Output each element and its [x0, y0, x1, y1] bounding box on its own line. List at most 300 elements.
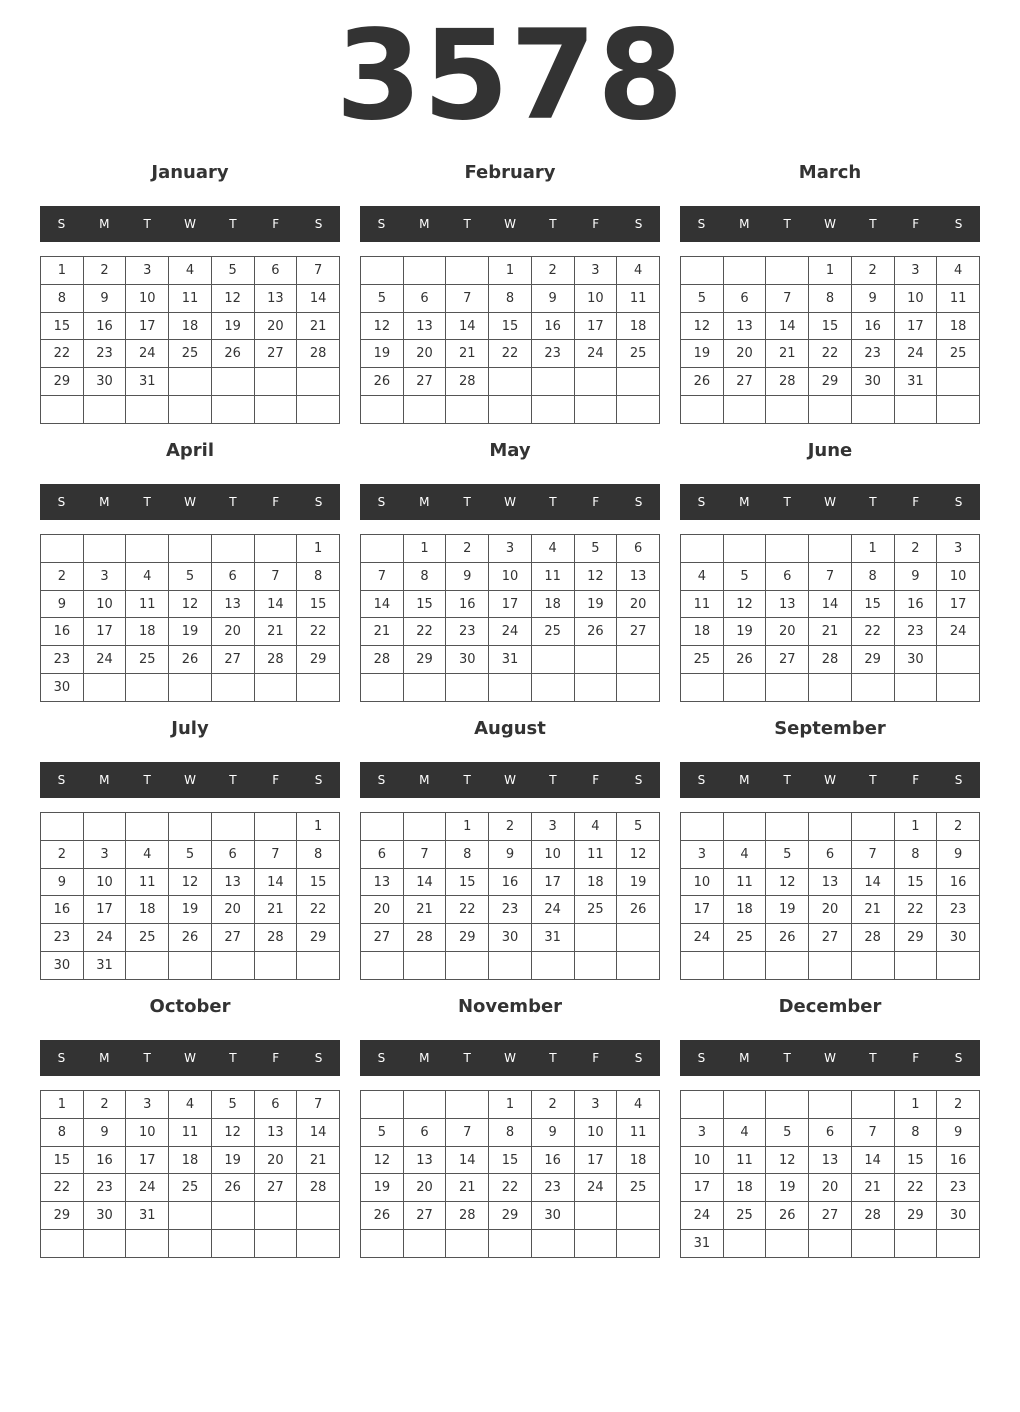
day-cell	[211, 368, 254, 396]
month-april	[40, 434, 340, 704]
day-cell: 18	[574, 868, 617, 896]
day-cell	[723, 535, 766, 563]
week-row	[361, 340, 660, 368]
day-cell	[851, 396, 894, 424]
weekday-label: T	[549, 495, 557, 509]
week-row	[681, 312, 980, 340]
day-cell: 20	[403, 1174, 446, 1202]
day-cell: 23	[894, 618, 937, 646]
day-cell: 8	[489, 1118, 532, 1146]
weekday-label: F	[592, 495, 600, 509]
day-cell: 22	[894, 896, 937, 924]
day-cell: 1	[489, 257, 532, 285]
day-cell: 7	[297, 1091, 340, 1119]
day-cell: 19	[681, 340, 724, 368]
weekday-header	[680, 1040, 980, 1076]
week-row	[41, 1118, 340, 1146]
week-row	[681, 1146, 980, 1174]
day-cell: 9	[41, 868, 84, 896]
day-cell: 25	[574, 896, 617, 924]
day-cell: 15	[851, 590, 894, 618]
day-cell	[211, 1230, 254, 1258]
week-row	[41, 590, 340, 618]
day-cell: 2	[531, 1091, 574, 1119]
week-row	[41, 1202, 340, 1230]
day-cell: 8	[41, 284, 84, 312]
week-row	[361, 1174, 660, 1202]
day-cell: 30	[851, 368, 894, 396]
day-cell: 23	[531, 340, 574, 368]
day-cell: 20	[211, 618, 254, 646]
day-cell: 9	[489, 840, 532, 868]
day-cell: 19	[211, 312, 254, 340]
day-cell: 17	[83, 618, 126, 646]
day-cell: 1	[894, 1091, 937, 1119]
day-cell	[681, 535, 724, 563]
day-cell: 5	[723, 562, 766, 590]
day-cell: 3	[574, 1091, 617, 1119]
day-cell: 11	[126, 590, 169, 618]
day-cell: 8	[446, 840, 489, 868]
day-cell: 4	[169, 257, 212, 285]
day-cell	[254, 1202, 297, 1230]
day-cell	[211, 1202, 254, 1230]
day-cell: 17	[681, 1174, 724, 1202]
day-cell	[126, 952, 169, 980]
day-cell	[169, 813, 212, 841]
day-cell	[489, 396, 532, 424]
day-cell: 31	[489, 646, 532, 674]
day-cell	[894, 952, 937, 980]
day-cell: 16	[489, 868, 532, 896]
day-cell	[723, 396, 766, 424]
week-row	[681, 340, 980, 368]
day-cell	[169, 1202, 212, 1230]
week-row	[41, 646, 340, 674]
day-cell: 21	[446, 340, 489, 368]
day-cell: 25	[169, 340, 212, 368]
weekday-label: W	[504, 217, 516, 231]
month-august	[360, 712, 660, 982]
week-row	[361, 646, 660, 674]
weekday-label: M	[739, 1051, 750, 1065]
day-cell	[361, 396, 404, 424]
day-cell: 15	[489, 1146, 532, 1174]
day-cell: 12	[766, 1146, 809, 1174]
week-row	[681, 590, 980, 618]
day-cell: 21	[403, 896, 446, 924]
day-cell: 16	[531, 312, 574, 340]
day-cell: 14	[809, 590, 852, 618]
week-row	[41, 535, 340, 563]
weekday-label: T	[229, 217, 237, 231]
day-cell: 6	[617, 535, 660, 563]
week-row	[361, 312, 660, 340]
day-cell	[254, 952, 297, 980]
day-cell	[169, 674, 212, 702]
day-cell: 27	[723, 368, 766, 396]
weekday-label: F	[912, 1051, 920, 1065]
day-cell: 23	[937, 896, 980, 924]
day-cell	[809, 813, 852, 841]
day-cell: 9	[851, 284, 894, 312]
day-cell: 17	[83, 896, 126, 924]
day-cell	[403, 257, 446, 285]
day-cell: 11	[617, 1118, 660, 1146]
week-row	[681, 1091, 980, 1119]
day-cell: 29	[894, 924, 937, 952]
day-cell: 27	[809, 1202, 852, 1230]
day-cell: 8	[297, 840, 340, 868]
day-cell: 12	[169, 590, 212, 618]
month-name: December	[778, 996, 882, 1017]
day-cell	[723, 952, 766, 980]
month-name: June	[807, 440, 853, 461]
weekday-label: F	[272, 217, 280, 231]
day-cell: 9	[937, 1118, 980, 1146]
weekday-label: F	[592, 217, 600, 231]
day-cell: 25	[681, 646, 724, 674]
day-cell: 27	[766, 646, 809, 674]
day-cell	[766, 257, 809, 285]
day-cell	[851, 952, 894, 980]
day-cell	[126, 813, 169, 841]
day-cell: 16	[83, 312, 126, 340]
month-name: February	[464, 162, 556, 183]
day-cell: 23	[446, 618, 489, 646]
weekday-label: T	[783, 217, 791, 231]
day-cell: 20	[254, 1146, 297, 1174]
month-march	[680, 156, 980, 426]
week-row	[681, 1230, 980, 1258]
day-cell	[617, 1202, 660, 1230]
day-cell: 2	[41, 562, 84, 590]
day-cell	[766, 535, 809, 563]
day-cell	[361, 813, 404, 841]
weekday-label: T	[229, 495, 237, 509]
day-cell: 26	[169, 646, 212, 674]
week-row	[361, 1230, 660, 1258]
week-row	[361, 813, 660, 841]
day-cell: 15	[297, 868, 340, 896]
weekday-label: T	[869, 1051, 877, 1065]
day-cell	[574, 1230, 617, 1258]
day-cell: 24	[574, 1174, 617, 1202]
day-cell: 3	[894, 257, 937, 285]
day-cell: 15	[297, 590, 340, 618]
day-cell: 17	[574, 312, 617, 340]
day-cell: 18	[169, 312, 212, 340]
day-cell: 9	[83, 1118, 126, 1146]
weekday-header	[360, 206, 660, 242]
week-row	[361, 618, 660, 646]
month-name: April	[165, 440, 215, 461]
day-cell: 16	[41, 618, 84, 646]
day-cell: 4	[937, 257, 980, 285]
day-cell: 26	[211, 340, 254, 368]
day-cell: 29	[403, 646, 446, 674]
day-grid	[40, 1090, 340, 1258]
day-grid	[680, 812, 980, 980]
day-cell: 3	[531, 813, 574, 841]
day-cell	[617, 674, 660, 702]
day-cell: 16	[83, 1146, 126, 1174]
day-cell: 7	[766, 284, 809, 312]
day-cell: 21	[297, 312, 340, 340]
day-cell	[574, 1202, 617, 1230]
day-cell: 24	[937, 618, 980, 646]
week-row	[681, 896, 980, 924]
day-cell: 10	[83, 590, 126, 618]
day-cell: 9	[894, 562, 937, 590]
day-cell: 2	[894, 535, 937, 563]
day-cell	[531, 368, 574, 396]
day-cell: 2	[531, 257, 574, 285]
day-cell	[681, 257, 724, 285]
day-cell: 23	[531, 1174, 574, 1202]
weekday-label: S	[314, 773, 323, 787]
week-row	[361, 368, 660, 396]
day-cell: 5	[617, 813, 660, 841]
weekday-label: W	[504, 1051, 516, 1065]
day-cell: 9	[446, 562, 489, 590]
day-grid	[360, 534, 660, 702]
weekday-label: W	[184, 495, 196, 509]
day-cell: 23	[937, 1174, 980, 1202]
day-cell	[403, 1230, 446, 1258]
day-cell	[766, 952, 809, 980]
month-july	[40, 712, 340, 982]
week-row	[41, 813, 340, 841]
month-name: May	[489, 440, 531, 461]
day-cell: 31	[83, 952, 126, 980]
day-cell: 24	[489, 618, 532, 646]
weekday-header	[680, 206, 980, 242]
day-cell	[361, 535, 404, 563]
day-cell: 15	[489, 312, 532, 340]
weekday-label: S	[314, 1051, 323, 1065]
day-cell	[617, 646, 660, 674]
day-grid	[680, 256, 980, 424]
weekday-label: T	[143, 217, 151, 231]
day-cell: 23	[41, 924, 84, 952]
day-cell: 8	[894, 1118, 937, 1146]
weekday-label: F	[592, 773, 600, 787]
day-cell: 27	[254, 340, 297, 368]
day-cell: 20	[617, 590, 660, 618]
day-cell: 3	[489, 535, 532, 563]
weekday-label: T	[549, 1051, 557, 1065]
day-cell: 1	[297, 813, 340, 841]
day-cell	[361, 1091, 404, 1119]
day-cell: 26	[766, 924, 809, 952]
day-cell: 14	[297, 284, 340, 312]
day-cell	[254, 535, 297, 563]
day-cell: 25	[531, 618, 574, 646]
day-cell: 10	[681, 1146, 724, 1174]
weekday-label: T	[143, 773, 151, 787]
day-cell: 27	[403, 368, 446, 396]
day-cell: 29	[894, 1202, 937, 1230]
weekday-label: T	[549, 773, 557, 787]
day-cell	[361, 674, 404, 702]
day-cell: 24	[531, 896, 574, 924]
day-cell	[211, 952, 254, 980]
day-cell	[531, 674, 574, 702]
week-row	[361, 284, 660, 312]
day-cell: 20	[254, 312, 297, 340]
day-cell: 28	[446, 1202, 489, 1230]
day-cell: 6	[809, 1118, 852, 1146]
day-cell: 13	[403, 1146, 446, 1174]
weekday-label: S	[697, 495, 706, 509]
day-cell: 22	[894, 1174, 937, 1202]
day-cell: 3	[83, 840, 126, 868]
weekday-label: T	[229, 1051, 237, 1065]
day-cell: 8	[809, 284, 852, 312]
weekday-label: S	[377, 217, 386, 231]
day-cell: 23	[83, 1174, 126, 1202]
day-cell: 29	[809, 368, 852, 396]
week-row	[41, 618, 340, 646]
day-cell: 25	[617, 1174, 660, 1202]
day-cell: 13	[254, 1118, 297, 1146]
day-cell	[83, 674, 126, 702]
day-cell: 28	[851, 924, 894, 952]
day-cell: 29	[446, 924, 489, 952]
week-row	[41, 868, 340, 896]
month-june	[680, 434, 980, 704]
day-cell: 21	[361, 618, 404, 646]
day-cell	[809, 674, 852, 702]
day-cell: 30	[83, 368, 126, 396]
day-cell: 4	[126, 562, 169, 590]
day-cell: 14	[446, 312, 489, 340]
day-cell: 11	[681, 590, 724, 618]
weekday-label: S	[634, 495, 643, 509]
day-cell	[894, 396, 937, 424]
month-november	[360, 990, 660, 1260]
day-cell	[169, 368, 212, 396]
day-cell: 30	[937, 924, 980, 952]
day-cell: 24	[126, 1174, 169, 1202]
day-cell: 29	[41, 368, 84, 396]
day-cell: 21	[851, 1174, 894, 1202]
weekday-label: S	[697, 1051, 706, 1065]
weekday-label: M	[99, 495, 110, 509]
day-cell: 18	[617, 312, 660, 340]
day-cell: 5	[169, 562, 212, 590]
day-cell	[937, 396, 980, 424]
day-cell: 15	[403, 590, 446, 618]
week-row	[361, 590, 660, 618]
day-cell: 4	[617, 1091, 660, 1119]
day-cell: 22	[297, 618, 340, 646]
weekday-header	[40, 484, 340, 520]
day-cell: 13	[809, 868, 852, 896]
day-cell	[617, 924, 660, 952]
week-row	[41, 1230, 340, 1258]
day-cell: 23	[83, 340, 126, 368]
day-cell: 18	[681, 618, 724, 646]
weekday-label: T	[463, 773, 471, 787]
day-cell: 15	[41, 312, 84, 340]
day-cell	[937, 674, 980, 702]
day-cell: 26	[211, 1174, 254, 1202]
weekday-label: W	[824, 773, 836, 787]
day-cell: 7	[361, 562, 404, 590]
day-cell: 3	[574, 257, 617, 285]
day-cell: 28	[766, 368, 809, 396]
day-cell: 5	[766, 840, 809, 868]
day-cell: 31	[126, 368, 169, 396]
day-cell: 1	[41, 1091, 84, 1119]
day-cell: 30	[41, 674, 84, 702]
day-cell	[937, 368, 980, 396]
day-cell: 3	[681, 1118, 724, 1146]
day-cell: 14	[766, 312, 809, 340]
day-cell: 19	[766, 1174, 809, 1202]
day-cell: 2	[937, 1091, 980, 1119]
day-cell: 25	[723, 924, 766, 952]
weekday-label: W	[184, 1051, 196, 1065]
day-cell: 19	[211, 1146, 254, 1174]
day-cell: 9	[531, 284, 574, 312]
day-cell: 31	[126, 1202, 169, 1230]
day-cell: 16	[937, 868, 980, 896]
day-cell: 9	[937, 840, 980, 868]
day-cell: 11	[169, 1118, 212, 1146]
day-cell: 19	[361, 340, 404, 368]
weekday-label: S	[57, 495, 66, 509]
day-cell	[937, 952, 980, 980]
day-cell: 21	[766, 340, 809, 368]
weekday-header	[360, 1040, 660, 1076]
day-cell	[446, 1230, 489, 1258]
day-cell: 12	[681, 312, 724, 340]
day-cell: 21	[297, 1146, 340, 1174]
day-cell: 17	[937, 590, 980, 618]
weekday-label: S	[377, 773, 386, 787]
day-cell	[531, 952, 574, 980]
day-cell	[254, 813, 297, 841]
day-cell: 19	[617, 868, 660, 896]
weekday-label: W	[504, 495, 516, 509]
day-cell: 2	[83, 1091, 126, 1119]
week-row	[361, 562, 660, 590]
weekday-label: S	[57, 217, 66, 231]
day-cell: 30	[489, 924, 532, 952]
day-cell	[83, 1230, 126, 1258]
weekday-label: M	[99, 217, 110, 231]
day-cell: 4	[574, 813, 617, 841]
day-cell	[446, 257, 489, 285]
day-cell: 5	[766, 1118, 809, 1146]
week-row	[681, 813, 980, 841]
weekday-label: M	[739, 495, 750, 509]
month-name: November	[457, 996, 563, 1017]
weekday-label: M	[419, 773, 430, 787]
day-cell: 9	[41, 590, 84, 618]
month-may	[360, 434, 660, 704]
week-row	[681, 952, 980, 980]
day-cell: 7	[446, 1118, 489, 1146]
day-cell	[681, 952, 724, 980]
day-cell: 4	[681, 562, 724, 590]
day-cell	[617, 1230, 660, 1258]
day-cell	[574, 646, 617, 674]
day-cell	[297, 1230, 340, 1258]
